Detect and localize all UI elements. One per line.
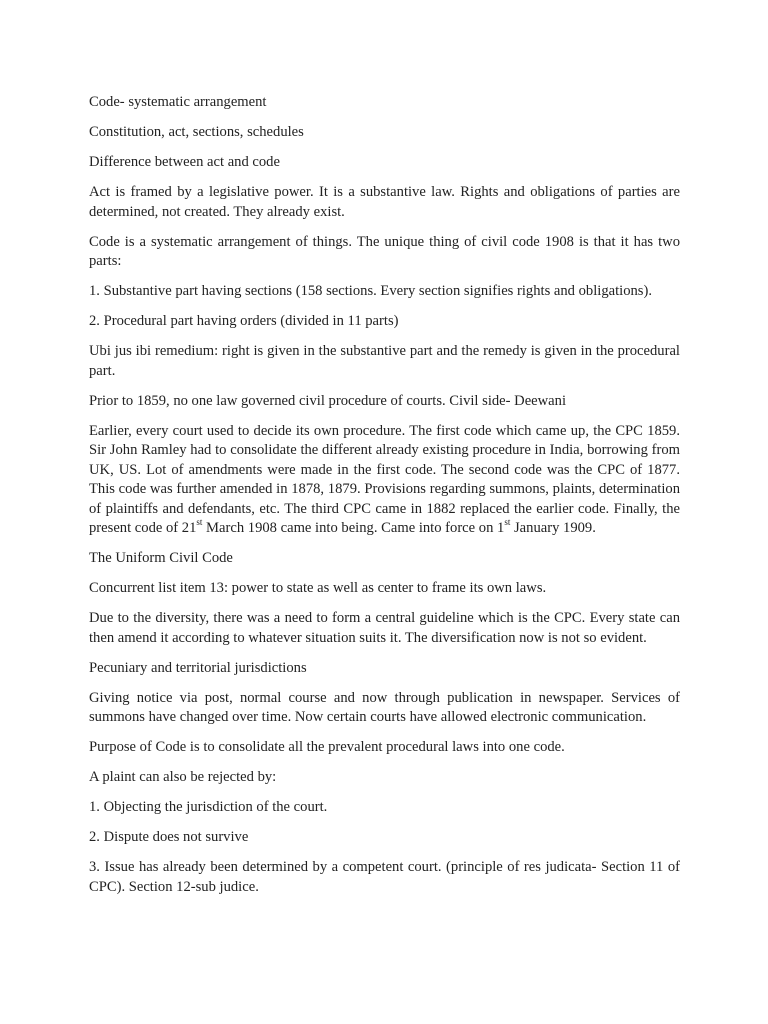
list-item: 1. Substantive part having sections (158 sections. Every section signifies rights and obligations). (89, 283, 652, 299)
paragraph: Difference between act and code (89, 154, 280, 170)
ordinal-suffix: st (504, 517, 511, 528)
paragraph: Ubi jus ibi remedium: right is given in the substantive part and the remedy is given in the procedural part. (89, 343, 680, 379)
history-text-2: March 1908 came into being. Came into force on 1 (202, 520, 505, 536)
list-item: 2. Procedural part having orders (divided in 11 parts) (89, 313, 399, 329)
paragraph: Concurrent list item 13: power to state as well as center to frame its own laws. (89, 580, 547, 596)
ordinal-suffix: st (196, 517, 203, 528)
paragraph: Code is a systematic arrangement of things. The unique thing of civil code 1908 is that it has two parts: (89, 233, 680, 269)
list-item: 1. Objecting the jurisdiction of the court. (89, 799, 328, 815)
history-paragraph (89, 422, 680, 539)
paragraph: A plaint can also be rejected by: (89, 769, 277, 785)
paragraph: Prior to 1859, no one law governed civil procedure of courts. Civil side- Deewani (89, 392, 567, 409)
paragraph: Due to the diversity, there was a need to form a central guideline which is the CPC. Every state can then amend it according to whatever situation suits it. The diversification now is not so evident. (89, 610, 680, 646)
paragraph: Code- systematic arrangement (89, 94, 267, 110)
paragraph: Pecuniary and territorial jurisdictions (89, 659, 307, 676)
paragraph: Act is framed by a legislative power. It is a substantive law. Rights and obligations of parties are determined, not created. They already exist. (89, 184, 680, 220)
section-heading: The Uniform Civil Code (89, 550, 233, 566)
paragraph: Purpose of Code is to consolidate all the prevalent procedural laws into one code. (89, 739, 565, 755)
history-text-3: January 1909. (510, 520, 596, 536)
list-item: 3. Issue has already been determined by a competent court. (principle of res judicata- Section 11 of CPC). Section 12-sub judice. (89, 859, 680, 895)
history-text-1: Earlier, every court used to decide its own procedure. The first code which came up, the CPC 1859. Sir John Ramley had to consolidate the different already existing procedure in India, borrowing from UK, US. Lot of amendments were made in the first code. The second code was the CPC of 1877. This code was further amended in 1878, 1879. Provisions regarding summons, plaints, determination of plaintiffs and defendants, etc. The third CPC came in 1882 replaced the earlier code. Finally, the present code of 21 (89, 422, 680, 536)
paragraph: Giving notice via post, normal course and now through publication in newspaper. Services of summons have changed over time. Now certain courts have allowed electronic communication. (89, 689, 680, 725)
list-item: 2. Dispute does not survive (89, 829, 249, 845)
paragraph: Constitution, act, sections, schedules (89, 124, 304, 140)
